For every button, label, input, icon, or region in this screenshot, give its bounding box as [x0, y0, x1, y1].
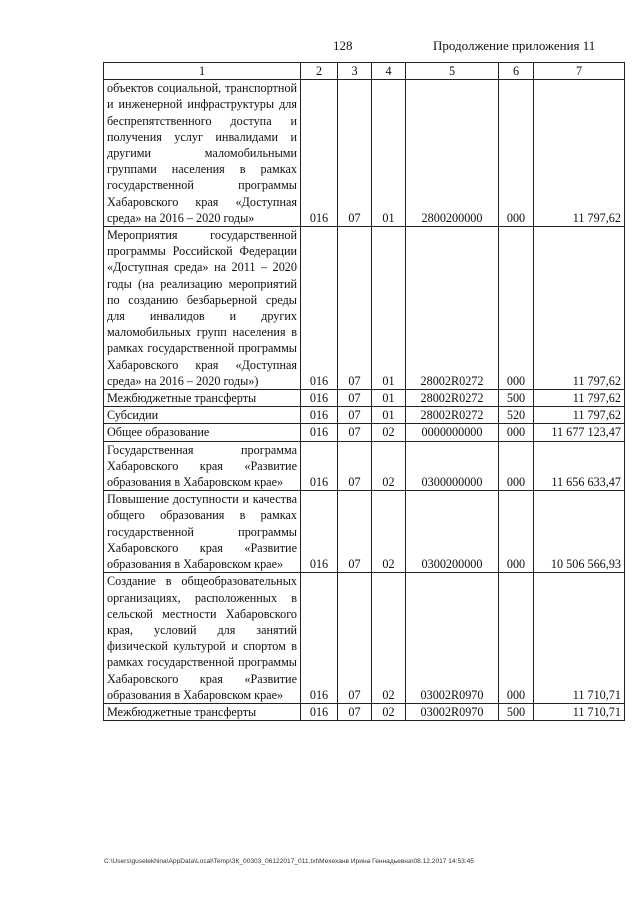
cell-amount: 11 710,71 [534, 703, 625, 720]
cell-amount: 11 797,62 [534, 227, 625, 390]
cell-target-article: 2800200000 [406, 80, 499, 227]
column-header: 2 [301, 63, 338, 80]
cell-expense-type: 500 [499, 390, 534, 407]
document-footer-path: C:\Users\guselekhina\AppData\Local\Temp\ЗК_00303_06122017_011.txt\Мехеханв Ирина Геннадьевна\08.12.2017 14:53:45 [104, 858, 474, 865]
column-header: 7 [534, 63, 625, 80]
table-row [104, 703, 625, 720]
cell-ministry-code: 016 [301, 407, 338, 424]
table-row [104, 227, 625, 390]
cell-target-article: 0300200000 [406, 491, 499, 573]
cell-amount: 11 710,71 [534, 573, 625, 704]
cell-section: 07 [338, 573, 372, 704]
cell-target-article: 0000000000 [406, 424, 499, 441]
budget-table [103, 62, 625, 721]
row-name: объектов социальной, транспортной и инженерной инфраструктуры для беспрепятственного доступа и получения услуг инвалидами и другими маломобильными группами населения в рамках государственной программы Хабаровского края «Доступная среда» на 2016 – 2020 годы» [104, 80, 301, 227]
cell-target-article: 03002R0970 [406, 573, 499, 704]
cell-expense-type: 000 [499, 491, 534, 573]
cell-amount: 11 677 123,47 [534, 424, 625, 441]
cell-expense-type: 000 [499, 227, 534, 390]
row-name: Мероприятия государственной программы Российской Федерации «Доступная среда» на 2011 – 2020 годы (на реализацию мероприятий по созданию безбарьерной среды для инвалидов и других маломобильных групп населения в рамках государственной программы Хабаровского края «Доступная среда» на 2016 – 2020 годы») [104, 227, 301, 390]
page-number: 128 [333, 38, 353, 53]
cell-amount: 11 797,62 [534, 407, 625, 424]
table-row [104, 390, 625, 407]
row-name: Повышение доступности и качества общего образования в рамках государственной программы Хабаровского края «Развитие образования в Хабаровском крае» [104, 491, 301, 573]
cell-expense-type: 520 [499, 407, 534, 424]
row-name: Государственная программа Хабаровского края «Развитие образования в Хабаровском крае» [104, 441, 301, 491]
table-row [104, 573, 625, 704]
cell-section: 07 [338, 227, 372, 390]
cell-subsection: 01 [372, 80, 406, 227]
cell-target-article: 03002R0970 [406, 703, 499, 720]
table-row [104, 424, 625, 441]
cell-target-article: 28002R0272 [406, 407, 499, 424]
cell-section: 07 [338, 80, 372, 227]
cell-section: 07 [338, 703, 372, 720]
cell-target-article: 28002R0272 [406, 390, 499, 407]
row-name: Межбюджетные трансферты [104, 390, 301, 407]
cell-subsection: 01 [372, 227, 406, 390]
cell-ministry-code: 016 [301, 390, 338, 407]
cell-target-article: 0300000000 [406, 441, 499, 491]
cell-subsection: 02 [372, 441, 406, 491]
cell-amount: 11 656 633,47 [534, 441, 625, 491]
column-header: 1 [104, 63, 301, 80]
table-row [104, 407, 625, 424]
table-header-row [104, 63, 625, 80]
cell-section: 07 [338, 407, 372, 424]
cell-target-article: 28002R0272 [406, 227, 499, 390]
cell-subsection: 01 [372, 390, 406, 407]
cell-ministry-code: 016 [301, 227, 338, 390]
cell-subsection: 02 [372, 491, 406, 573]
cell-amount: 11 797,62 [534, 390, 625, 407]
cell-subsection: 02 [372, 424, 406, 441]
cell-expense-type: 000 [499, 573, 534, 704]
cell-ministry-code: 016 [301, 573, 338, 704]
cell-ministry-code: 016 [301, 80, 338, 227]
column-header: 6 [499, 63, 534, 80]
table-row [104, 441, 625, 491]
cell-expense-type: 000 [499, 424, 534, 441]
cell-expense-type: 000 [499, 80, 534, 227]
row-name: Создание в общеобразовательных организациях, расположенных в сельской местности Хабаровского края, условий для занятий физической культурой и спортом в рамках государственной программы Хабаровского края «Развитие образования в Хабаровском крае» [104, 573, 301, 704]
cell-section: 07 [338, 424, 372, 441]
column-header: 5 [406, 63, 499, 80]
cell-ministry-code: 016 [301, 703, 338, 720]
cell-ministry-code: 016 [301, 441, 338, 491]
table-row [104, 491, 625, 573]
cell-subsection: 01 [372, 407, 406, 424]
cell-section: 07 [338, 441, 372, 491]
row-name: Общее образование [104, 424, 301, 441]
column-header: 4 [372, 63, 406, 80]
column-header: 3 [338, 63, 372, 80]
cell-subsection: 02 [372, 573, 406, 704]
cell-amount: 11 797,62 [534, 80, 625, 227]
cell-ministry-code: 016 [301, 491, 338, 573]
cell-expense-type: 000 [499, 441, 534, 491]
table-row [104, 80, 625, 227]
cell-expense-type: 500 [499, 703, 534, 720]
cell-subsection: 02 [372, 703, 406, 720]
cell-section: 07 [338, 491, 372, 573]
row-name: Субсидии [104, 407, 301, 424]
appendix-continuation-label: Продолжение приложения 11 [433, 38, 596, 53]
cell-section: 07 [338, 390, 372, 407]
cell-amount: 10 506 566,93 [534, 491, 625, 573]
cell-ministry-code: 016 [301, 424, 338, 441]
row-name: Межбюджетные трансферты [104, 703, 301, 720]
